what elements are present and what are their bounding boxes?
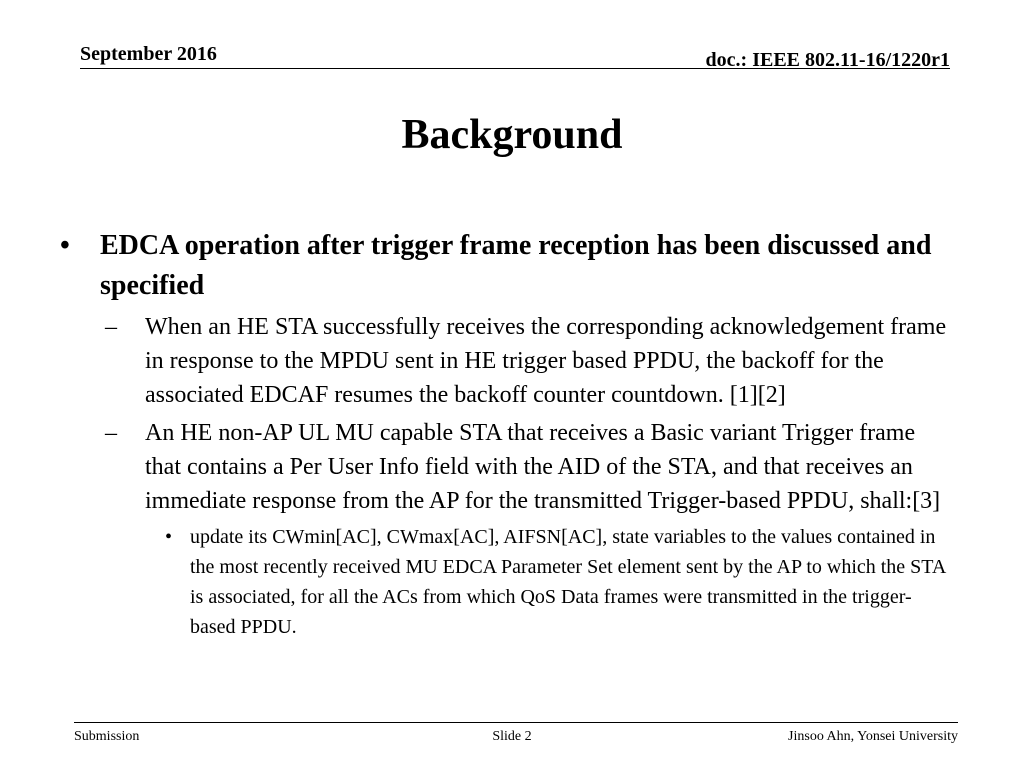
bullet-level2 bbox=[105, 416, 950, 518]
bullet-level3 bbox=[165, 522, 950, 642]
bullet-text: An HE non-AP UL MU capable STA that receives a Basic variant Trigger frame that contains a Per User Info field with the AID of the STA, and that receives an immediate response from the AP for the transmitted Trigger-based PPDU, shall:[3] bbox=[145, 420, 941, 514]
dash-marker: – bbox=[105, 314, 117, 340]
footer-slide-number: Slide 2 bbox=[492, 729, 532, 744]
slide-body bbox=[60, 226, 950, 642]
header-divider bbox=[80, 68, 950, 69]
bullet-marker: • bbox=[165, 526, 173, 548]
slide-title: Background bbox=[401, 112, 623, 158]
header-date: September 2016 bbox=[80, 43, 217, 65]
bullet-text: When an HE STA successfully receives the corresponding acknowledgement frame in response to the MPDU sent in HE trigger based PPDU, the backoff for the associated EDCAF resumes the backoff counter countdown. [1][2] bbox=[145, 314, 947, 408]
footer-divider bbox=[74, 722, 958, 723]
bullet-level1 bbox=[60, 226, 950, 306]
header-doc-id: doc.: IEEE 802.11-16/1220r1 bbox=[705, 49, 950, 71]
bullet-text: update its CWmin[AC], CWmax[AC], AIFSN[AC], state variables to the values contained in the most recently received MU EDCA Parameter Set element sent by the AP to which the STA is associated, for all the ACs from which QoS Data frames were transmitted in the trigger-based PPDU. bbox=[190, 526, 946, 638]
bullet-marker: • bbox=[60, 230, 70, 261]
bullet-text: EDCA operation after trigger frame reception has been discussed and specified bbox=[100, 230, 932, 301]
bullet-level2 bbox=[105, 310, 950, 412]
dash-marker: – bbox=[105, 420, 117, 446]
footer-submission: Submission bbox=[74, 729, 140, 744]
footer-author: Jinsoo Ahn, Yonsei University bbox=[788, 729, 958, 744]
